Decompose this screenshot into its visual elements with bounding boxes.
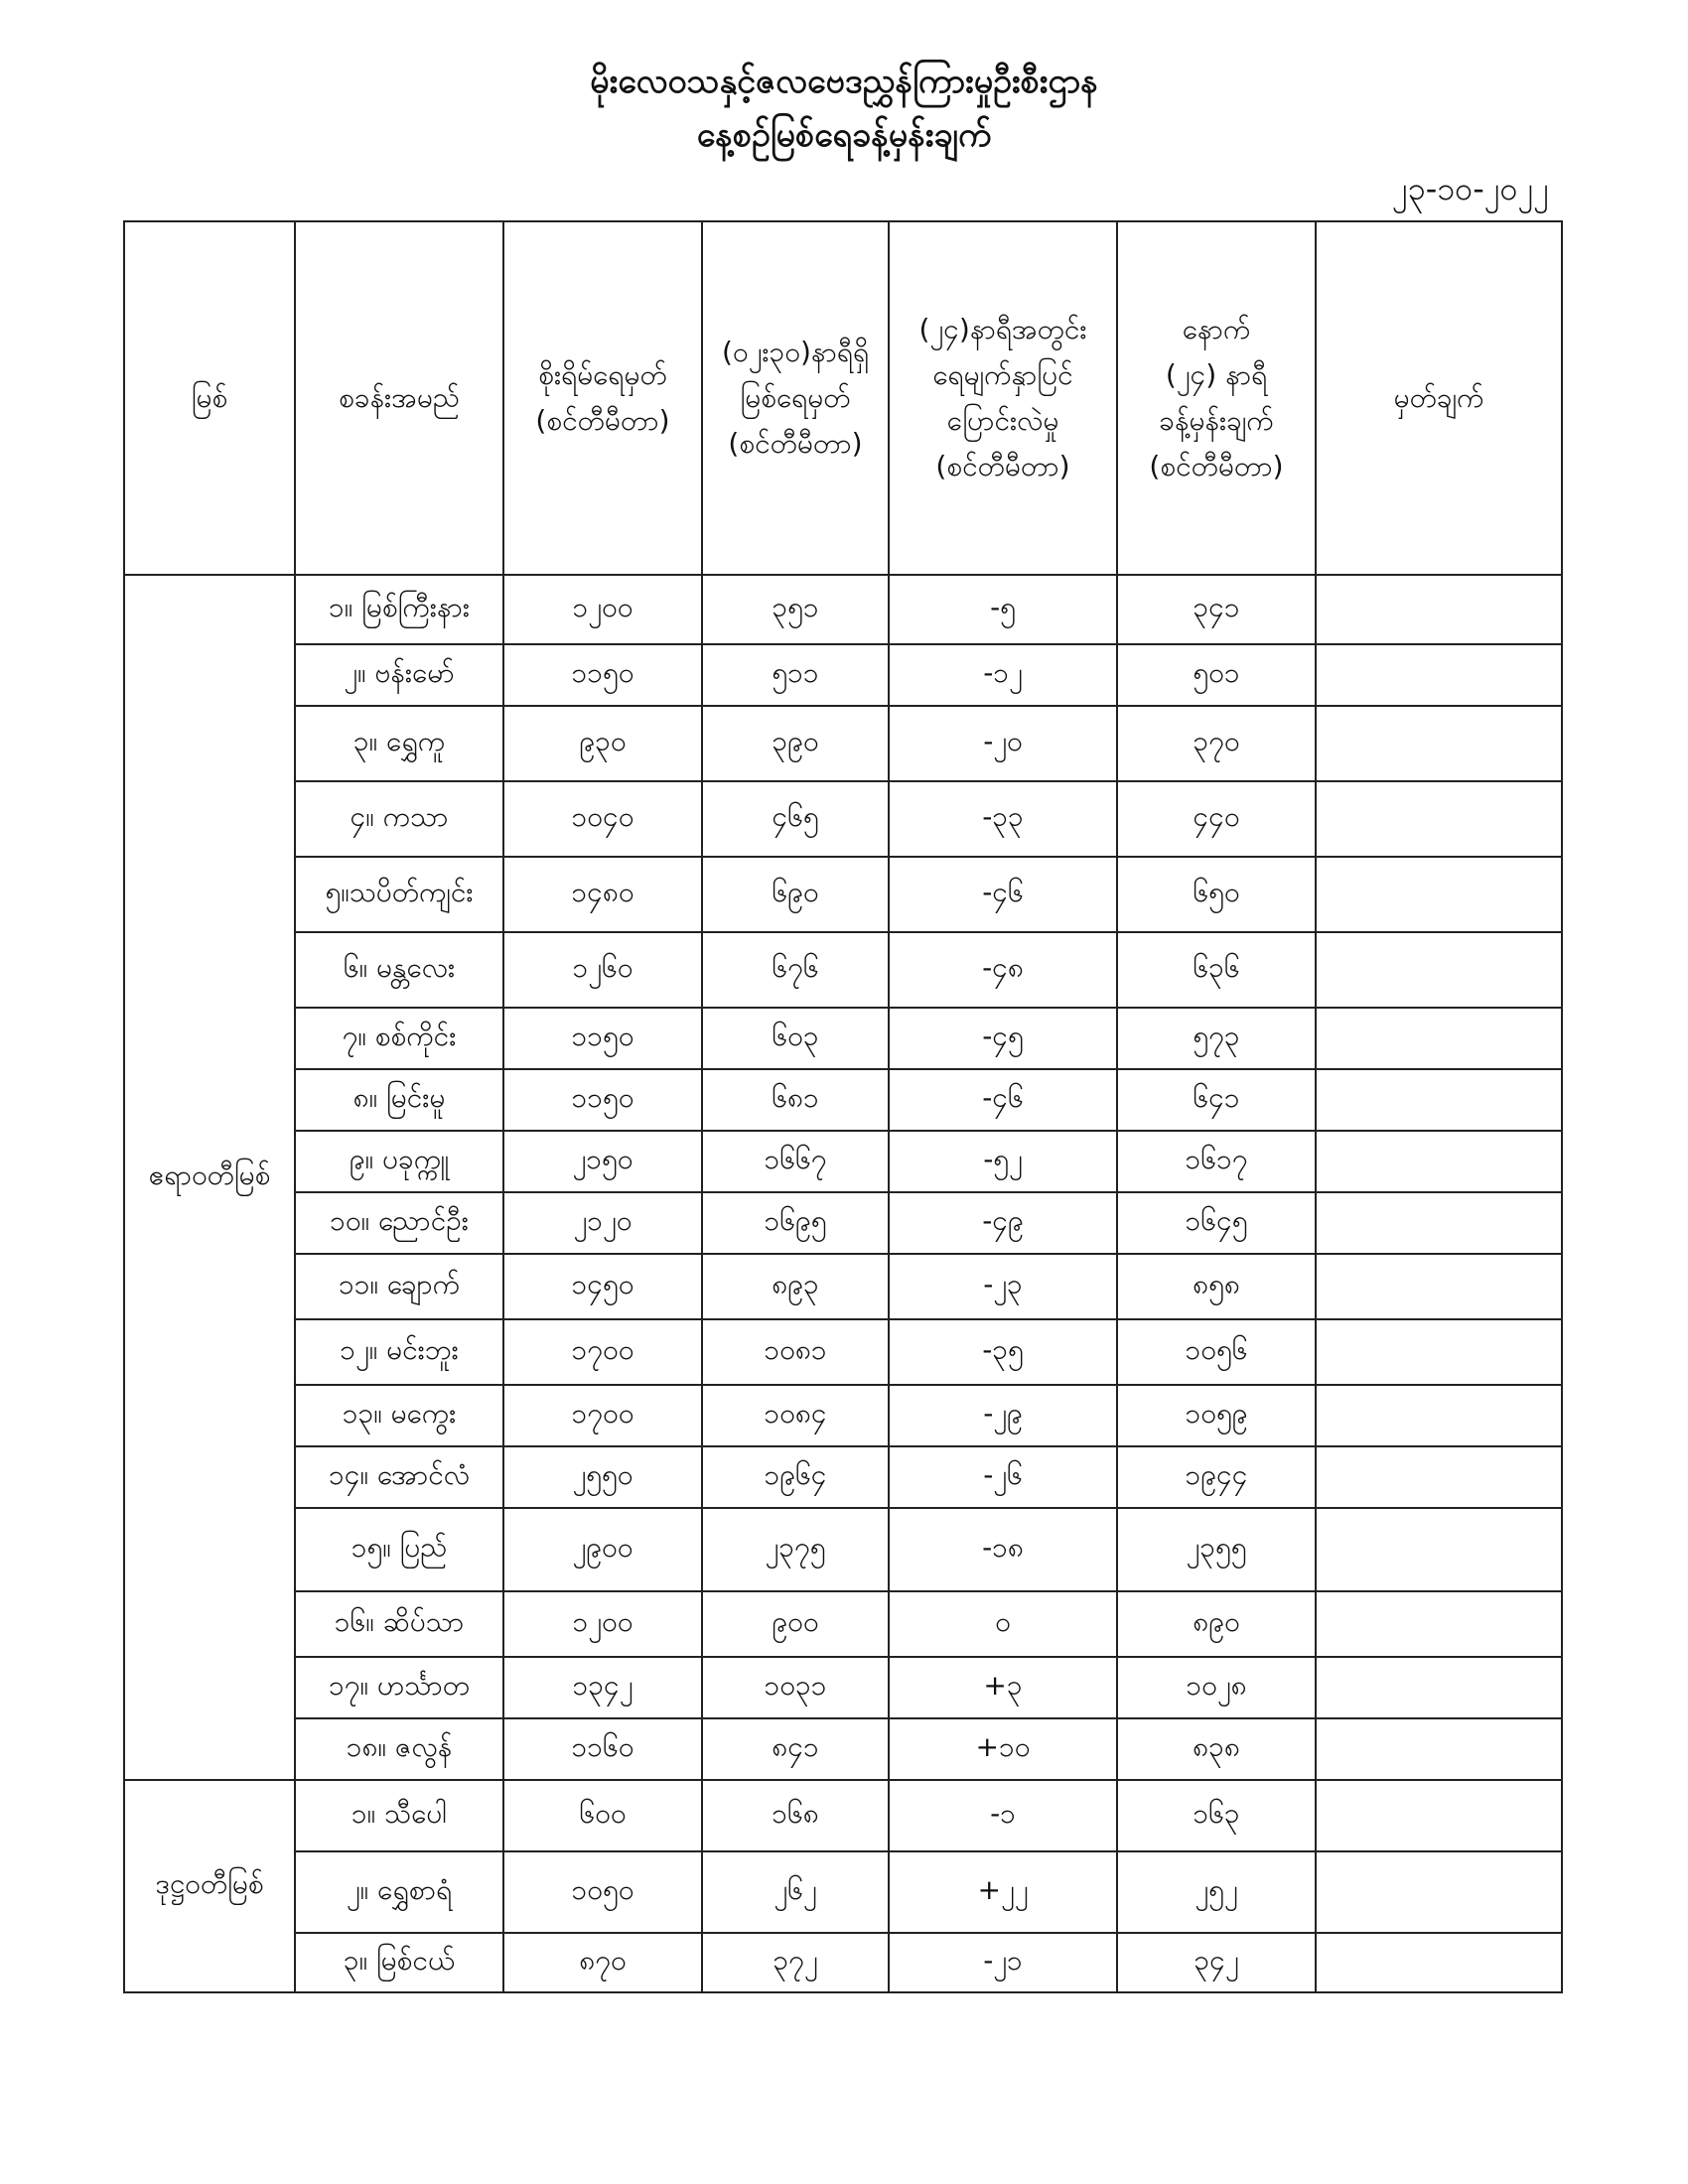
forecast-cell: ၆၄၁ [1117, 1069, 1316, 1131]
current-level-cell: ၆၇၆ [702, 932, 889, 1008]
report-date: ၂၃-၁၀-၂၀၂၂ [1392, 170, 1549, 207]
remarks-cell [1316, 1657, 1562, 1718]
forecast-cell: ၃၄၂ [1117, 1933, 1316, 1992]
remarks-cell [1316, 1780, 1562, 1851]
station-name-cell [295, 1131, 503, 1192]
station-name: ၁။ သီပေါ [351, 1797, 448, 1830]
station-name-cell [295, 932, 503, 1008]
river-name-cell: ဒုဋ္ဌဝတီမြစ် [124, 1780, 295, 1992]
remarks-cell [1316, 1254, 1562, 1319]
col-header-station: စခန်းအမည် [295, 221, 503, 575]
station-name-cell [295, 1933, 503, 1992]
current-level-cell: ၂၆၂ [702, 1851, 889, 1933]
table-row [124, 1131, 1562, 1192]
station-name-cell [295, 1385, 503, 1446]
remarks-cell [1316, 1192, 1562, 1254]
station-name-cell [295, 1657, 503, 1718]
remarks-cell [1316, 781, 1562, 857]
forecast-cell: ၂၃၅၅ [1117, 1508, 1316, 1591]
table-row [124, 857, 1562, 932]
table-row [124, 1446, 1562, 1508]
change-cell: -၁၈ [889, 1508, 1117, 1591]
remarks-cell [1316, 857, 1562, 932]
forecast-cell: ၁၉၄၄ [1117, 1446, 1316, 1508]
remarks-cell [1316, 1319, 1562, 1385]
table-row [124, 1718, 1562, 1780]
current-level-cell: ၁၆၈ [702, 1780, 889, 1851]
forecast-cell: ၈၉၀ [1117, 1591, 1316, 1657]
col-header-danger-level: စိုးရိမ်ရေမှတ် (စင်တီမီတာ) [503, 221, 702, 575]
change-cell: -၄၅ [889, 1008, 1117, 1069]
forecast-cell: ၅၇၃ [1117, 1008, 1316, 1069]
station-name: ၄။ ကသာ [350, 800, 449, 833]
forecast-cell: ၃၄၁ [1117, 575, 1316, 644]
change-cell: -၃၃ [889, 781, 1117, 857]
station-name-cell [295, 1446, 503, 1508]
change-cell: -၁၂ [889, 644, 1117, 706]
table-row [124, 1591, 1562, 1657]
danger-level-cell: ၁၂၀၀ [503, 1591, 702, 1657]
current-level-cell: ၁၆၆၇ [702, 1131, 889, 1192]
danger-level-cell: ၁၁၅၀ [503, 644, 702, 706]
station-name-cell [295, 1069, 503, 1131]
change-cell: -၃၅ [889, 1319, 1117, 1385]
danger-level-cell: ၁၄၅၀ [503, 1254, 702, 1319]
forecast-cell: ၁၆၄၅ [1117, 1192, 1316, 1254]
current-level-cell: ၈၉၃ [702, 1254, 889, 1319]
danger-level-cell: ၁၁၅၀ [503, 1008, 702, 1069]
station-name: ၂။ ဗန်းမော် [344, 656, 455, 689]
station-name: ၆။ မန္တလေး [343, 951, 456, 984]
current-level-cell: ၂၃၇၅ [702, 1508, 889, 1591]
station-name-cell [295, 1718, 503, 1780]
remarks-cell [1316, 932, 1562, 1008]
station-name: ၁၃။ မကွေး [342, 1397, 457, 1430]
table-row [124, 781, 1562, 857]
table-row [124, 1254, 1562, 1319]
table-row [124, 1385, 1562, 1446]
current-level-cell: ၈၄၁ [702, 1718, 889, 1780]
current-level-cell: ၃၅၁ [702, 575, 889, 644]
table-row [124, 1851, 1562, 1933]
station-name-cell [295, 1508, 503, 1591]
change-cell: -၅၂ [889, 1131, 1117, 1192]
forecast-cell: ၁၆၁၇ [1117, 1131, 1316, 1192]
remarks-cell [1316, 1933, 1562, 1992]
table-row [124, 932, 1562, 1008]
forecast-cell: ၆၃၆ [1117, 932, 1316, 1008]
danger-level-cell: ၁၇၀၀ [503, 1385, 702, 1446]
change-cell: +၁၀ [889, 1718, 1117, 1780]
station-name-cell [295, 1851, 503, 1933]
current-level-cell: ၁၀၈၁ [702, 1319, 889, 1385]
remarks-cell [1316, 1508, 1562, 1591]
current-level-cell: ၁၀၃၁ [702, 1657, 889, 1718]
forecast-cell: ၈၃၈ [1117, 1718, 1316, 1780]
remarks-cell [1316, 1446, 1562, 1508]
current-level-cell: ၁၀၈၄ [702, 1385, 889, 1446]
danger-level-cell: ၁၃၄၂ [503, 1657, 702, 1718]
remarks-cell [1316, 1851, 1562, 1933]
forecast-cell: ၁၀၂၈ [1117, 1657, 1316, 1718]
table-row [124, 1069, 1562, 1131]
remarks-cell [1316, 1591, 1562, 1657]
col-header-current-level: (၀၂း၃၀)နာရီရှိ မြစ်ရေမှတ် (စင်တီမီတာ) [702, 221, 889, 575]
table-row [124, 1192, 1562, 1254]
danger-level-cell: ၂၁၅၀ [503, 1131, 702, 1192]
col-header-24h-change: (၂၄)နာရီအတွင်း ရေမျက်နှာပြင် ပြောင်းလဲမှု (စင်တီမီတာ) [889, 221, 1117, 575]
danger-level-cell: ၉၃၀ [503, 706, 702, 781]
change-cell: -၂၁ [889, 1933, 1117, 1992]
remarks-cell [1316, 1385, 1562, 1446]
danger-level-cell: ၈၇၀ [503, 1933, 702, 1992]
header-row [124, 221, 1562, 575]
river-forecast-table [123, 220, 1563, 1993]
table-row [124, 1008, 1562, 1069]
forecast-cell: ၈၅၈ [1117, 1254, 1316, 1319]
station-name: ၁၇။ ဟင်္သာတ [328, 1669, 471, 1702]
station-name: ၁။ မြစ်ကြီးနား [329, 591, 470, 623]
station-name-cell [295, 1319, 503, 1385]
danger-level-cell: ၁၀၅၀ [503, 1851, 702, 1933]
station-name: ၁၀။ ညောင်ဦး [330, 1204, 469, 1237]
station-name: ၁၈။ ဇလွန် [346, 1730, 453, 1763]
forecast-cell: ၄၄၀ [1117, 781, 1316, 857]
remarks-cell [1316, 1069, 1562, 1131]
change-cell: ၀ [889, 1591, 1117, 1657]
current-level-cell: ၆၀၃ [702, 1008, 889, 1069]
danger-level-cell: ၁၀၄၀ [503, 781, 702, 857]
forecast-cell: ၁၀၅၉ [1117, 1385, 1316, 1446]
danger-level-cell: ၂၁၂၀ [503, 1192, 702, 1254]
station-name: ၅။သပိတ်ကျင်း [325, 876, 474, 908]
col-header-remarks: မှတ်ချက် [1316, 221, 1562, 575]
forecast-cell: ၆၅၀ [1117, 857, 1316, 932]
station-name-cell [295, 1780, 503, 1851]
danger-level-cell: ၁၁၆၀ [503, 1718, 702, 1780]
station-name: ၂။ ရွှေစာရံ [346, 1873, 453, 1906]
table-row [124, 644, 1562, 706]
danger-level-cell: ၁၇၀၀ [503, 1319, 702, 1385]
change-cell: +၃ [889, 1657, 1117, 1718]
current-level-cell: ၁၉၆၄ [702, 1446, 889, 1508]
station-name: ၁၅။ ပြည် [351, 1531, 448, 1564]
remarks-cell [1316, 1008, 1562, 1069]
forecast-cell: ၂၅၂ [1117, 1851, 1316, 1933]
station-name: ၃။ ရွှေကူ [352, 725, 446, 757]
station-name-cell [295, 1254, 503, 1319]
change-cell: -၅ [889, 575, 1117, 644]
table-row [124, 1508, 1562, 1591]
danger-level-cell: ၁၄၈၀ [503, 857, 702, 932]
station-name-cell [295, 781, 503, 857]
current-level-cell: ၆၉၀ [702, 857, 889, 932]
change-cell: -၄၉ [889, 1192, 1117, 1254]
remarks-cell [1316, 1131, 1562, 1192]
river-name-cell: ဧရာဝတီမြစ် [124, 575, 295, 1780]
station-name: ၁၁။ ချောက် [338, 1268, 461, 1300]
station-name: ၇။ စစ်ကိုင်း [342, 1020, 457, 1052]
change-cell: -၂၀ [889, 706, 1117, 781]
change-cell: -၂၆ [889, 1446, 1117, 1508]
change-cell: -၄၈ [889, 932, 1117, 1008]
current-level-cell: ၃၇၂ [702, 1933, 889, 1992]
current-level-cell: ၆၈၁ [702, 1069, 889, 1131]
table-row [124, 1933, 1562, 1992]
change-cell: -၄၆ [889, 857, 1117, 932]
station-name: ၃။ မြစ်ငယ် [343, 1944, 456, 1977]
current-level-cell: ၄၆၅ [702, 781, 889, 857]
station-name-cell [295, 706, 503, 781]
forecast-cell: ၁၆၃ [1117, 1780, 1316, 1851]
station-name: ၁၂။ မင်းဘူး [340, 1333, 459, 1366]
table-row [124, 706, 1562, 781]
col-header-river: မြစ် [124, 221, 295, 575]
current-level-cell: ၅၁၁ [702, 644, 889, 706]
change-cell: -၂၃ [889, 1254, 1117, 1319]
change-cell: +၂၂ [889, 1851, 1117, 1933]
page-subtitle: နေ့စဉ်မြစ်ရေခန့်မှန်းချက် [696, 115, 992, 155]
station-name: ၁၆။ ဆိပ်သာ [334, 1605, 465, 1638]
station-name: ၁၄။ အောင်လံ [329, 1458, 470, 1491]
table-row [124, 575, 1562, 644]
station-name: ၉။ ပခုက္ကူ [349, 1143, 450, 1175]
danger-level-cell: ၆၀၀ [503, 1780, 702, 1851]
danger-level-cell: ၂၅၅၀ [503, 1446, 702, 1508]
station-name-cell [295, 1192, 503, 1254]
remarks-cell [1316, 1718, 1562, 1780]
current-level-cell: ၉၀၀ [702, 1591, 889, 1657]
remarks-cell [1316, 706, 1562, 781]
station-name-cell [295, 857, 503, 932]
table-row [124, 1319, 1562, 1385]
station-name: ၈။ မြင်းမူ [352, 1081, 446, 1114]
station-name-cell [295, 1008, 503, 1069]
current-level-cell: ၃၉၀ [702, 706, 889, 781]
danger-level-cell: ၂၉၀၀ [503, 1508, 702, 1591]
danger-level-cell: ၁၂၆၀ [503, 932, 702, 1008]
current-level-cell: ၁၆၉၅ [702, 1192, 889, 1254]
table-row [124, 1657, 1562, 1718]
remarks-cell [1316, 644, 1562, 706]
forecast-cell: ၁၀၅၆ [1117, 1319, 1316, 1385]
table-row [124, 1780, 1562, 1851]
station-name-cell [295, 575, 503, 644]
station-name-cell [295, 1591, 503, 1657]
page-title: မိုးလေဝသနှင့်ဇလဗေဒညွှန်ကြားမှုဦးစီးဌာန [590, 62, 1098, 101]
remarks-cell [1316, 575, 1562, 644]
change-cell: -၂၉ [889, 1385, 1117, 1446]
col-header-forecast: နောက် (၂၄) နာရီ ခန့်မှန်းချက် (စင်တီမီတာ) [1117, 221, 1316, 575]
danger-level-cell: ၁၂၀၀ [503, 575, 702, 644]
danger-level-cell: ၁၁၅၀ [503, 1069, 702, 1131]
change-cell: -၄၆ [889, 1069, 1117, 1131]
forecast-cell: ၃၇၀ [1117, 706, 1316, 781]
change-cell: -၁ [889, 1780, 1117, 1851]
forecast-cell: ၅၀၁ [1117, 644, 1316, 706]
station-name-cell [295, 644, 503, 706]
